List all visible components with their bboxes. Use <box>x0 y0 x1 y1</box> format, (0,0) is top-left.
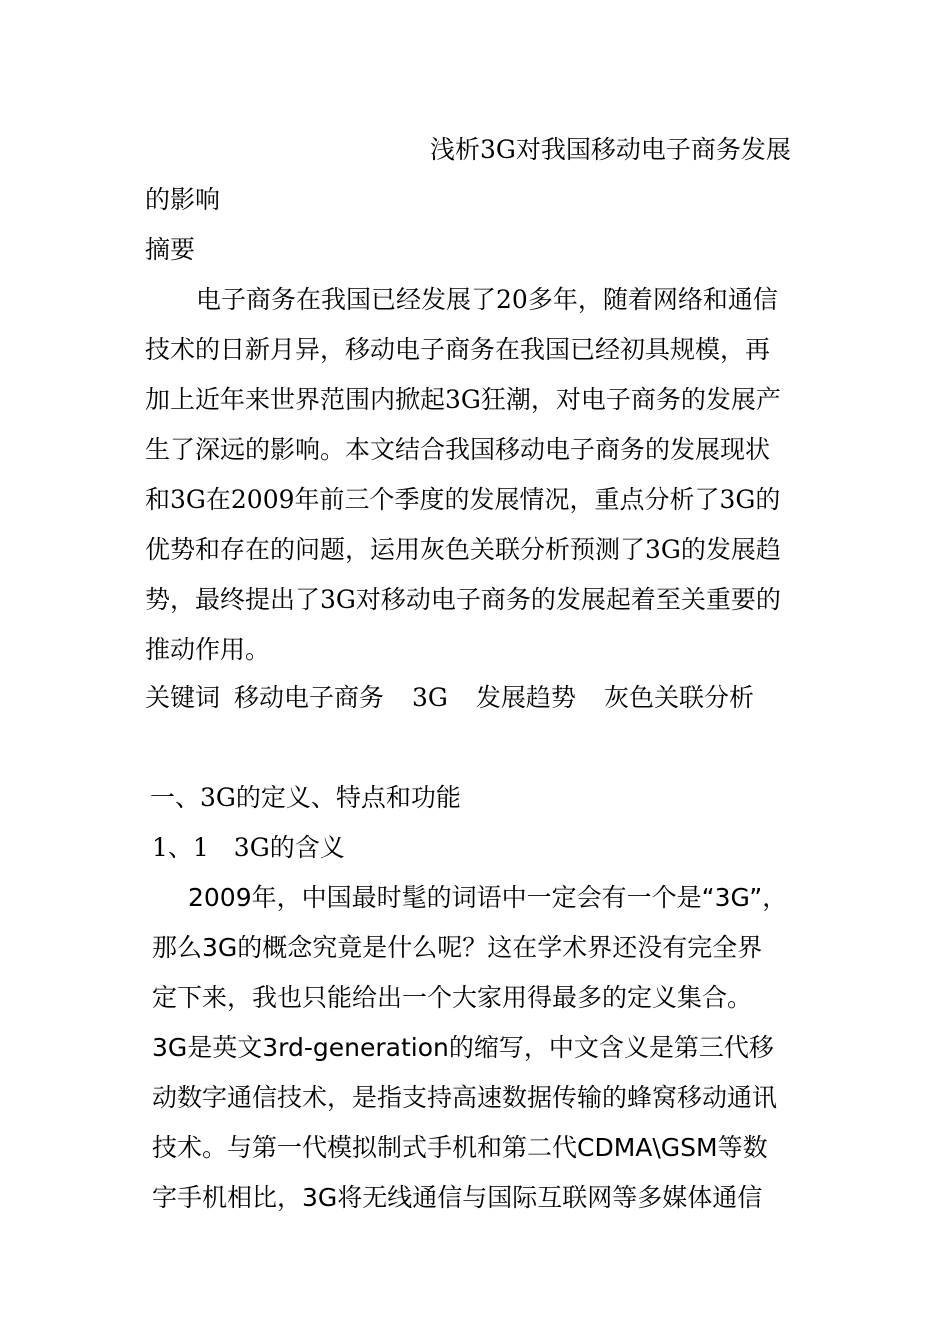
body-line: 字手机相比，3G将无线通信与国际互联网等多媒体通信 <box>152 1183 763 1212</box>
keywords-line <box>145 681 805 715</box>
keyword-item: 移动电子商务 <box>234 683 385 712</box>
body-line: 3G是英文3rd-generation的缩写，中文含义是第三代移 <box>152 1033 774 1062</box>
keywords-label: 关键词 <box>145 683 221 712</box>
abstract-line: 生了深远的影响。本文结合我国移动电子商务的发展现状 <box>145 435 771 464</box>
keyword-item: 3G <box>412 683 448 712</box>
section-heading: 一、3G的定义、特点和功能 <box>150 783 461 812</box>
keyword-item: 发展趋势 <box>475 683 576 712</box>
abstract-line: 和3G在2009年前三个季度的发展情况，重点分析了3G的 <box>145 485 781 514</box>
abstract-heading: 摘要 <box>145 235 196 264</box>
body-line: 2009年，中国最时髦的词语中一定会有一个是“3G”， <box>188 883 788 912</box>
abstract-line: 势，最终提出了3G对移动电子商务的发展起着至关重要的 <box>145 585 781 614</box>
body-line: 那么3G的概念究竟是什么呢？这在学术界还没有完全界 <box>152 933 763 962</box>
abstract-line: 技术的日新月异，移动电子商务在我国已经初具规模，再 <box>145 335 771 364</box>
keyword-item: 灰色关联分析 <box>603 683 754 712</box>
body-line: 动数字通信技术，是指支持高速数据传输的蜂窝移动通讯 <box>152 1083 778 1112</box>
body-line: 定下来，我也只能给出一个大家用得最多的定义集合。 <box>152 983 753 1012</box>
title-line-2: 的影响 <box>145 185 221 214</box>
abstract-line: 电子商务在我国已经发展了20多年，随着网络和通信 <box>196 285 778 314</box>
title-line-1: 浅析3G对我国移动电子商务发展 <box>430 135 791 164</box>
subsection-heading: 1、1 3G的含义 <box>152 833 345 862</box>
abstract-line: 加上近年来世界范围内掀起3G狂潮，对电子商务的发展产 <box>145 385 781 414</box>
abstract-line: 推动作用。 <box>145 635 271 664</box>
body-line: 技术。与第一代模拟制式手机和第二代CDMA\GSM等数 <box>152 1133 768 1162</box>
abstract-line: 优势和存在的问题，运用灰色关联分析预测了3G的发展趋 <box>145 535 781 564</box>
